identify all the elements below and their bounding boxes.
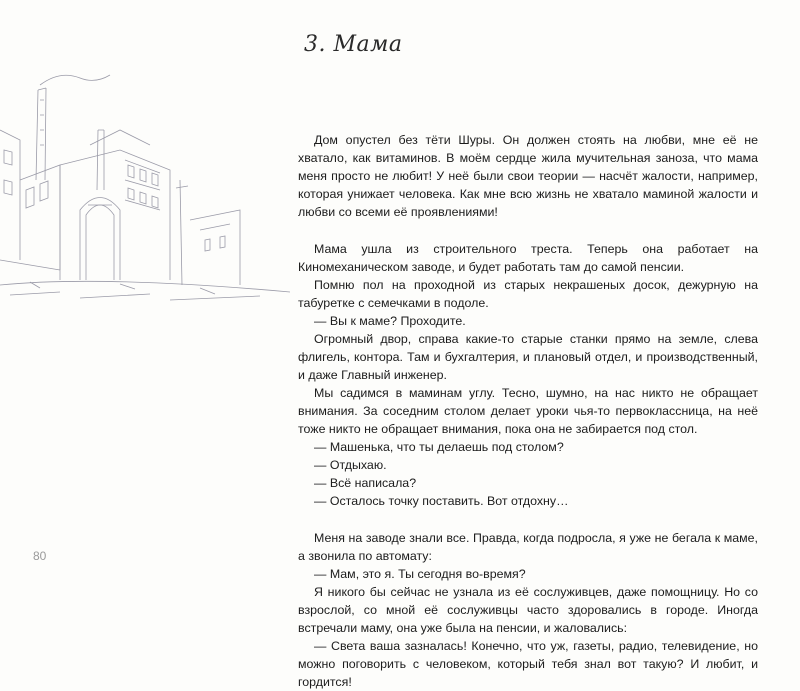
paragraph: Дом опустел без тёти Шуры. Он должен стоять на любви, мне её не хватало, как витаминов. В моём сердце жила мучительная заноза, что мама меня просто не любит! У неё были свои теории — насчёт жалости, например, которая унижает человека. Как мне всю жизнь не хватало маминой жалости и любви со всеми её проявлениями!	[298, 133, 758, 219]
paragraph: — Мам, это я. Ты сегодня во-время?	[314, 567, 526, 581]
page-number: 80	[33, 549, 47, 563]
body-text	[298, 131, 758, 691]
paragraph: — Света ваша зазналась! Конечно, что уж, газеты, радио, телевидение, но можно поговорить с человеком, который тебя знал вот такую? И любит, и гордится!	[298, 639, 758, 689]
paragraph: — Отдыхаю.	[314, 458, 387, 472]
paragraph: Помню пол на проходной из старых некрашеных досок, дежурную на табуретке с семечками в подоле.	[298, 278, 758, 310]
paragraph: Мама ушла из строительного треста. Теперь она работает на Киномеханическом заводе, и будет работать там до самой пенсии.	[298, 242, 758, 274]
paragraph: Я никого бы сейчас не узнала из её сослуживцев, даже помощницу. Но со взрослой, со мной её сослуживцы часто здоровались в городе. Иногда встречали маму, она уже была на пенсии, и жаловались:	[298, 585, 758, 635]
paragraph: Огромный двор, справа какие-то старые станки прямо на земле, слева флигель, контора. Там и бухгалтерия, и плановый отдел, и производственный, и даже Главный инженер.	[298, 332, 758, 382]
paragraph: Меня на заводе знали все. Правда, когда подросла, я уже не бегала к маме, а звонила по автомату:	[298, 531, 758, 563]
paragraph: — Осталось точку поставить. Вот отдохну…	[314, 494, 569, 508]
paragraph: — Всё написала?	[314, 476, 417, 490]
paragraph: — Машенька, что ты делаешь под столом?	[314, 440, 564, 454]
factory-sketch-illustration	[0, 70, 290, 310]
paragraph: — Вы к маме? Проходите.	[314, 314, 466, 328]
chapter-title: 3. Мама	[304, 32, 403, 57]
paragraph: Мы садимся в маминам углу. Тесно, шумно, на нас никто не обращает внимания. За соседним столом делает уроки чья-то первоклассница, на неё тоже никто не обращает внимания, пока она не забирается под стол.	[298, 386, 758, 436]
